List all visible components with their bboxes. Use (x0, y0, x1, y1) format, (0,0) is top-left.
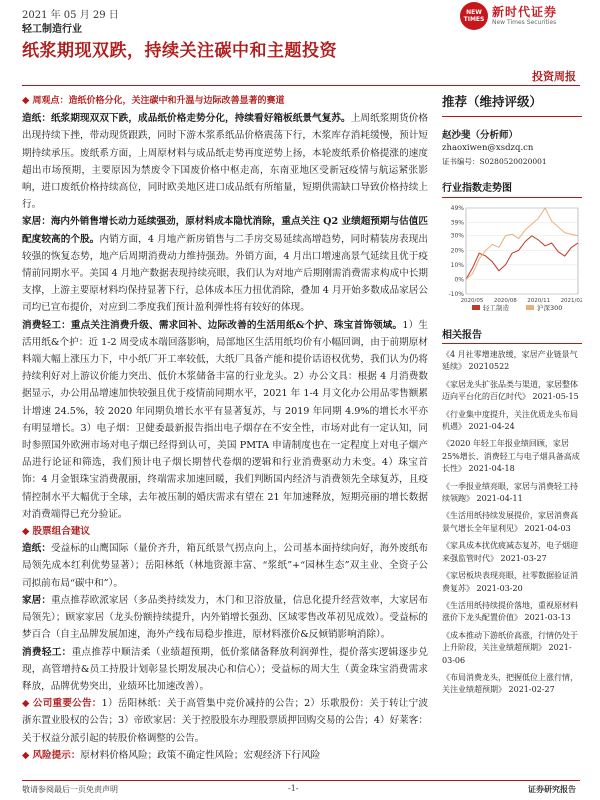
page-number: -1- (288, 784, 299, 793)
series-line-1 (466, 208, 578, 279)
x-tick-label: 2020/05 (460, 298, 484, 304)
y-tick-label: 30% (450, 232, 464, 240)
header-divider (22, 85, 580, 86)
bullet-icon: ◆ (22, 698, 30, 710)
related-report-item[interactable]: 《布局消费龙头，把握低位上涨行情，关注业绩超预期》 2021-02-27 (442, 672, 578, 695)
paragraph-consumer: 消费轻工：重点关注消费升级、需求回补、边际改善的生活用纸&个护、珠宝首饰领域。1）生活用纸&个护：近 1-2 周受成本端回落影响，局部地区生活用纸均价有小幅回调，由于前期原材料端大幅上涨压力下，中小纸厂开工率较低，大纸厂具备产能和提价话语权优势，我们认为仍将持续利好对上游议价能力突出、低价木浆储备丰富的行业龙头。2）办公文具：根据 4 月消费数据显示，办公用品增速加快较强且优于疫情前同期水平，2021 年 1-4 月文化办公用品零售额累计增速 24.5%，较 2020 年同期负增长水平有显著复苏，与 2019 年同期 4.9%的增长水平亦有明显增长。3）电子烟：卫健委最新报告指出电子烟存在不安全性，市场对此有一定认知，同时参照国外欧洲市场对电子烟已经得到认可，美国 PMTA 申请制度也在一定程度上对电子烟产品进行论证和筛选，我们预计电子烟长期替代卷烟的逻辑和行业消费驱动力未变。4）珠宝首饰：4 月金银珠宝消费靓丽，终端需求加速回暖，我们判断国内经济与消费领先全球复苏，且疫情控制水平大幅优于全球，去年被压制的婚庆需求有望在 21 年加速释放，短期亮丽的增长数据对消费端得已充分验证。 (22, 319, 428, 520)
footer-disclaimer: 敬请参阅最后一页免责声明 (22, 785, 118, 794)
legend-label: 轻工制造 (483, 304, 509, 312)
related-report-item[interactable]: 《家居龙头扩张品类与渠道，家居整体迈向平台化的百亿时代》 2021-05-15 (442, 379, 579, 402)
report-date: 2021 年 05 月 29 日 (22, 10, 119, 21)
report-type: 投资周报 (532, 70, 576, 83)
analyst-name: 赵沙斐（分析师） (442, 130, 519, 141)
broker-logo: NEW TIMES 新时代证券 New Times Securities (460, 2, 576, 30)
portfolio-item: 造纸：受益标的山鹰国际（量价齐升，箱瓦纸景气拐点向上，公司基本面持续向好，海外废纸布局领先成本红利优势显著）；岳阳林纸（林地资源丰富、“浆纸”+“园林生态”双主业、全资子公司拟前布局“碳中和”）。 (22, 543, 429, 589)
broker-logo-icon: NEW TIMES (460, 2, 488, 30)
portfolio-heading: ◆ 股票组合建议 (22, 526, 91, 538)
analyst-email[interactable]: zhaoxiwen@xsdzq.cn (442, 143, 534, 153)
related-report-item[interactable]: 《2020 年轻工年报业绩回顾，家居 25%增长、消费轻工与电子烟具备高成长性》 2021-04-18 (442, 439, 580, 474)
legend-swatch (472, 305, 480, 310)
related-report-item[interactable]: 《生活用纸持续发展提价，家居消费高景气增长全年显利见》 2021-04-03 (442, 511, 578, 533)
main-content (22, 92, 428, 764)
x-tick-label: 2021/02 (560, 298, 582, 304)
related-reports-title: 相关报告 (442, 326, 582, 344)
related-report-item[interactable]: 《家居板块表现亮眼，社零数据验证消费复苏》 2021-03-20 (442, 571, 578, 593)
paragraph-paper: 造纸：纸浆期现双双下跌，成品纸价格走势分化，持续看好箱板纸景气复苏。上周纸浆期货价格出现持续下挫，带动现货跟跌，同时下游木浆系纸品价格震荡下行，木浆库存消耗缓慢，预计短期持续承压。废纸系方面，上周原材料与成品纸走势再度逆势上扬，本轮废纸系价格提涨的速度超出市场预期，主要原因为禁废令下国废价格中枢走高，东南亚地区受新冠疫情与航运紧张影响，进口废纸价格持续高位，同时欧美地区进口成品纸有所缩量，短期供需缺口导致价格持续上行。 (22, 113, 429, 211)
sidebar (442, 92, 582, 697)
index-chart-svg (442, 202, 582, 320)
related-report-item[interactable]: 《行业集中度提升，关注优质龙头布局机遇》 2021-04-24 (442, 409, 578, 432)
related-report-item[interactable]: 《生活用纸持续提价落地，重视原材料涨价下龙头配置价值》 2021-03-13 (442, 600, 578, 623)
index-chart (442, 202, 582, 320)
focus-line: ◆ 周观点：造纸价格分化，关注碳中和升温与边际改善显著的赛道 (22, 95, 285, 106)
footer-label: 证券研究报告 (528, 784, 576, 794)
y-tick-label: 10% (450, 261, 464, 269)
bullet-icon: ◆ (22, 749, 30, 761)
bullet-icon: ◆ (22, 95, 30, 106)
rating: 推荐（维持评级） (442, 92, 582, 117)
portfolio-item: 消费轻工：重点推荐中顺洁柔（业绩超预期，低价浆储备释放利润弹性，提价落实逻辑逐步兑现，高管增持&员工持股计划彰显长期发展决心和信心）；受益标的周大生（黄金珠宝消费需求释放，品牌优势突出，业绩环比加速改善）。 (22, 646, 429, 692)
y-tick-label: 39% (450, 219, 464, 227)
y-tick-label: 20% (450, 247, 464, 255)
footer-divider (22, 780, 580, 781)
y-tick-label: 49% (450, 205, 464, 212)
y-tick-label: -10% (448, 291, 464, 298)
legend-swatch (526, 305, 534, 310)
paragraph-furniture: 家居：海内外销售增长动力延续强劲，原材料成本隐忧消除，重点关注 Q2 业绩超预期与估值匹配度较高的个股。内销方面，4 月地产新房销售与二手房交易延续高增趋势，同时精装房表现出较强的恢复态势，地产后周期消费动力维持强劲。外销方面，4 月出口增速高景气延续且优于疫情前同期水平。美国 4 月地产数据表现持续亮眼，我们认为对地产后期刚需消费需求构成中长期支撑，上游主要原材料均保持显著下行，总体成本压力扭优消除，叠加 4 月开始多数成品家居公司均已宣布提价，对应到二季度我们预计盈利弹性将有较好的体现。 (22, 216, 429, 314)
report-title: 纸浆期现双跌，持续关注碳中和主题投资 (22, 41, 337, 61)
y-tick-label: 0% (454, 276, 464, 284)
analyst-cert: 证书编号：S0280520020001 (442, 157, 547, 166)
chart-frame (466, 208, 578, 294)
related-reports-list (442, 349, 582, 697)
x-tick-label: 2020/08 (493, 298, 517, 304)
related-report-item[interactable]: 《成本推动下游纸价高涨，行情仍处于上升阶段，关注业绩超预期》 2021-03-06 (442, 630, 578, 665)
related-report-item[interactable]: 《家具成本扰优疲减态复苏，电子烟迎来强监管时代》 2021-03-27 (442, 541, 578, 563)
related-report-item[interactable]: 《4 月社零增速放缓，家居产业链景气延续》 20210522 (442, 350, 578, 372)
announcements: ◆ 公司重要公告：1）岳阳林纸：关于高管集中竞价减持的公告；2）乐歌股份：关于转让宁波浙东置业股权的公告；3）帝欧家居：关于控股股东办理股票质押回购交易的公告；4）好莱客：关于权益分派引起的转股价格调整的公告。 (22, 698, 428, 744)
bullet-icon: ◆ (22, 526, 30, 538)
industry-name: 轻工制造行业 (22, 24, 82, 35)
related-report-item[interactable]: 《一季报业绩亮眼，家居与消费轻工持续领跑》 2021-04-11 (442, 481, 578, 504)
risk-warning: ◆ 风险提示：原材料价格风险；政策不确定性风险；宏观经济下行风险 (22, 749, 321, 761)
chart-title: 行业指数走势图 (442, 179, 582, 198)
x-tick-label: 2020/11 (527, 298, 551, 304)
portfolio-item: 家居：重点推荐欧派家居（多品类持续发力，木门和卫浴放量，信息化提升经营效率，大家居布局领先）；顾家家居（龙头份额持续提升，内外销增长强劲、区域零售改革初见成效）。受益标的梦百合（自主品牌发展加速，海外产线布局稳步推进，原材料涨价&反倾销影响消除）。 (22, 594, 429, 641)
series-line-0 (466, 236, 578, 280)
legend-label: 沪深300 (537, 304, 563, 312)
